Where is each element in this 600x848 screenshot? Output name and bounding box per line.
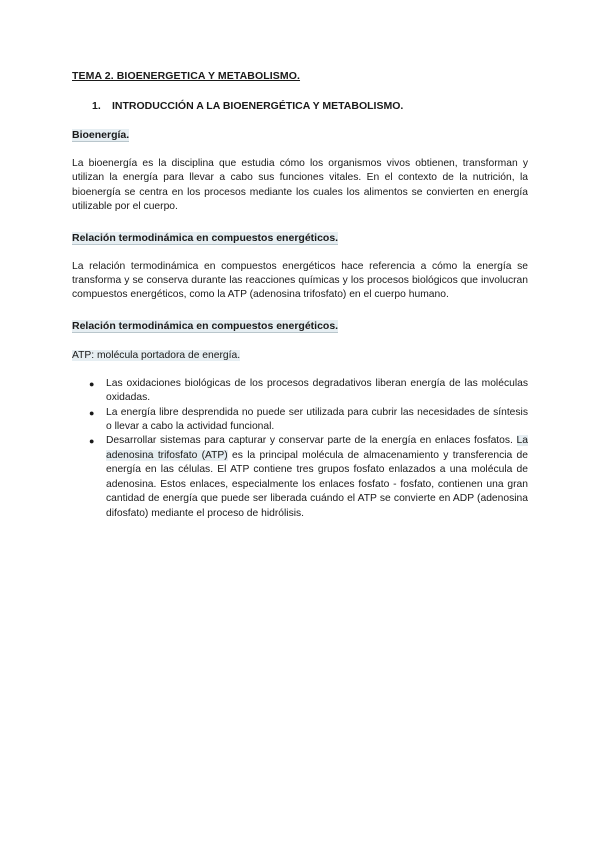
atp-subtitle: ATP: molécula portadora de energía. [72,349,241,361]
bullet-text: Las oxidaciones biológicas de los procesos degradativos liberan energía de las moléculas oxidadas. [106,377,528,404]
bullet-text-part2: es la principal molécula de almacenamiento y transferencia de energía en las células. El ATP contiene tres grupos fosfato enlazados a una molécula de adenosina. Estos enlaces, especialmente los enlaces fosfato - fosfato, contienen una gran cantidad de energía que puede ser liberada cuándo el ATP se convierte en ADP (adenosina difosfato) mediante el proceso de hidrólisis. [106,449,528,519]
bullet-list [72,377,528,521]
paragraph-bioenergia: La bioenergía es la disciplina que estudia cómo los organismos vivos obtienen, transforman y utilizan la energía para llevar a cabo sus funciones vitales. En el contexto de la nutrición, la bioenergía se centra en los procesos mediante los cuales los alimentos se convierten en energía utilizable por el cuerpo. [72,158,528,213]
section-label: INTRODUCCIÓN A LA BIOENERGÉTICA Y METABOLISMO. [112,100,404,112]
heading-bioenergia: Bioenergía. [72,129,130,141]
bullet-text: La energía libre desprendida no puede ser utilizada para cubrir las necesidades de síntesis o llevar a cabo la actividad funcional. [106,406,528,433]
paragraph-relacion-termodinamica: La relación termodinámica en compuestos energéticos hace referencia a cómo la energía se transforma y se conserva durante las reacciones químicas y los procesos biológicos que involucran compuestos energéticos, como la ATP (adenosina trifosfato) en el cuerpo humano. [72,260,528,301]
bullet-text-part1: Desarrollar sistemas para capturar y conservar parte de la energía en enlaces fosfatos. [106,435,517,447]
bullet-dot-icon: ● [89,436,95,447]
bullet-highlight-atp: La adenosina trifosfato (ATP) [106,435,528,461]
heading-relacion-termodinamica-2: Relación termodinámica en compuestos energéticos. [72,319,339,332]
list-item [89,434,528,520]
list-item [89,377,528,406]
bullet-dot-icon: ● [89,378,95,389]
heading-relacion-termodinamica: Relación termodinámica en compuestos energéticos. [72,231,339,244]
section-number: 1. [92,100,101,112]
list-item [89,406,528,435]
bullet-dot-icon: ● [89,407,95,418]
section-heading [72,100,528,112]
document-title: TEMA 2. BIOENERGETICA Y METABOLISMO. [72,70,301,82]
